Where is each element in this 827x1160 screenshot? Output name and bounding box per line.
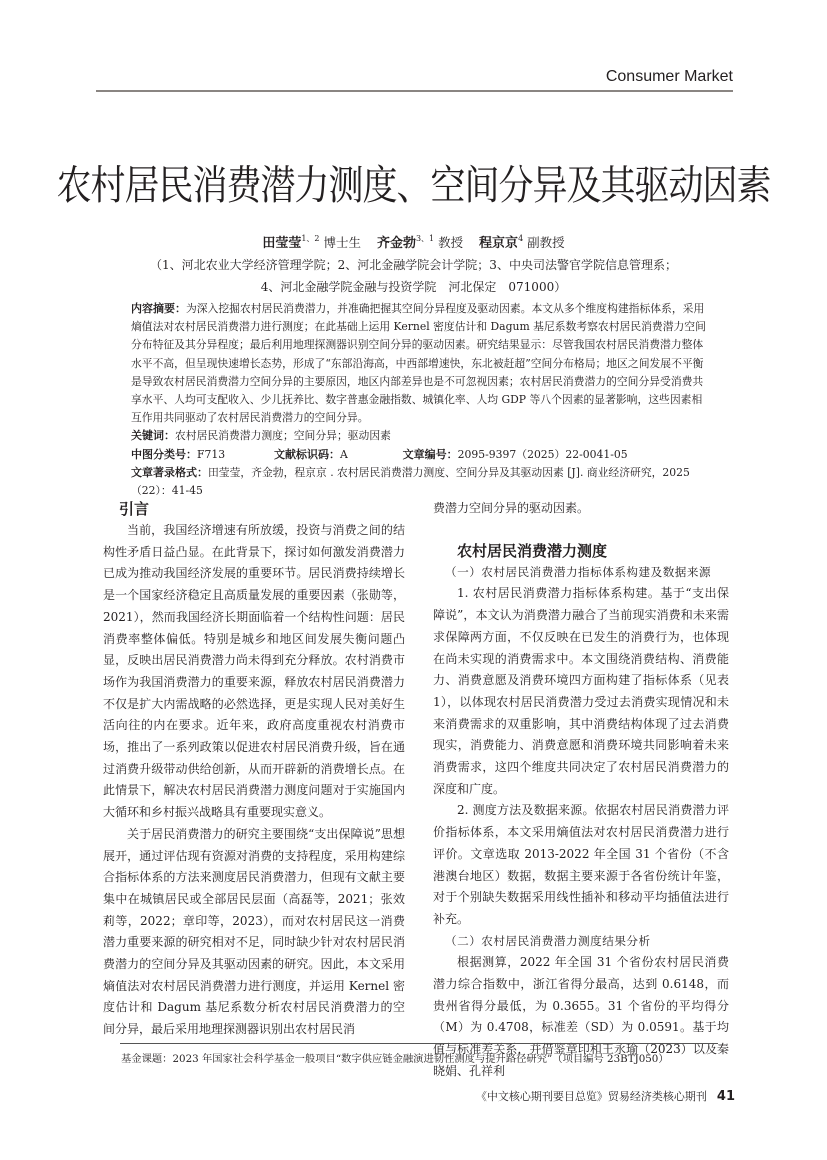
author-affiliation-mark: 1、2 — [301, 234, 320, 243]
section-heading-measurement: 农村居民消费潜力测度 — [457, 541, 608, 560]
author-role: 副教授 — [527, 235, 565, 250]
author-line — [0, 232, 827, 251]
author-role: 博士生 — [323, 235, 362, 250]
doc-code-label: 文献标识码： — [273, 447, 340, 461]
body-paragraph-continuation: 费潜力空间分异的驱动因素。 — [433, 501, 590, 515]
article-number-label: 文章编号： — [402, 447, 458, 461]
citation-label: 文章著录格式： — [131, 465, 208, 479]
body-paragraph: 2. 测度方法及数据来源。依据农村居民消费潜力评价指标体系，本文采用熵值法对农村居民消费潜力进行评价。文章选取 2013-2022 年全国 31 个省份（不含港澳台地区）数据，数据主要来源于各省份统计年鉴，对于个别缺失数据采用线性插补和移动平均插值法进行补充。 — [433, 803, 729, 926]
clc-label: 中图分类号： — [131, 447, 197, 461]
article-title: 农村居民消费潜力测度、空间分异及其驱动因素 — [56, 163, 771, 210]
running-head: Consumer Market — [605, 68, 733, 85]
page-number: 41 — [716, 1089, 735, 1104]
author-name: 齐金勃 — [376, 236, 416, 251]
keywords — [131, 427, 706, 445]
keywords-label: 关键词： — [131, 429, 175, 443]
body-paragraph: 关于居民消费潜力的研究主要围绕“支出保障说”思想展开，通过评估现有资源对消费的支持程度，采用构建综合指标体系的方法来测度居民消费潜力，但现有文献主要集中在城镇居民或全部居民层面（高磊等，2021；张效莉等，2022；章印等，2023），而对农村居民这一消费潜力重要来源的研究相对不足，同时缺少针对农村居民消费潜力的空间分异及其驱动因素的研究。因此，本文采用熵值法对农村居民消费潜力进行测度，并运用 Kernel 密度估计和 Dagum 基尼系数分析农村居民消费潜力的空间分异，最后采用地理探测器识别出农村居民消 — [103, 826, 405, 1037]
article-number-value: 2095-9397（2025）22-0041-05 — [457, 447, 628, 461]
left-column — [103, 498, 405, 1041]
journal-note: 《中文核心期刊要目总览》贸易经济类核心期刊 — [475, 1090, 707, 1103]
clc-value: F713 — [197, 447, 226, 461]
author-name: 田莹莹 — [262, 236, 302, 251]
right-column — [433, 498, 729, 1083]
citation-format — [131, 464, 706, 500]
footnote-rule — [120, 1043, 718, 1044]
author-affiliation-mark: 4 — [518, 234, 524, 243]
abstract — [131, 300, 706, 427]
section-heading-introduction: 引言 — [119, 500, 150, 518]
page-footer — [476, 1088, 735, 1104]
doc-code-value: A — [339, 447, 348, 461]
body-paragraph: 根据测算，2022 年全国 31 个省份农村居民消费潜力综合指数中，浙江省得分最高，达到 0.6148，而贵州省得分最低，为 0.3655。31 个省份的平均得分（M）为 0.4708，标准差（SD）为 0.0591。基于均值与标准差关系，并借鉴章印和王永瑜（2023）以及秦晓娟、孔祥利 — [433, 955, 729, 1078]
subsection-heading: （一）农村居民消费潜力指标体系构建及数据来源 — [445, 564, 712, 579]
body-paragraph: 1. 农村居民消费潜力指标体系构建。基于“支出保障说”，本文认为消费潜力融合了当前现实消费和未来需求保障两方面，不仅反映在已发生的消费行为，也体现在尚未实现的消费需求中。本文围绕消费结构、消费能力、消费意愿及消费环境四方面构建了指标体系（见表 1），以体现农村居民消费潜力受过去消费实现情况和未来消费需求的双重影响，其中消费结构体现了过去消费现实，消费能力、消费意愿和消费环境共同影响着未来消费需求，这四个维度共同决定了农村居民消费潜力的深度和广度。 — [433, 586, 729, 796]
affiliation-line-2: 4、河北金融学院金融与投资学院 河北保定 071000） — [260, 280, 567, 294]
funding-footnote: 基金课题：2023 年国家社会科学基金一般项目“数字供应链金融演进韧性测度与提升路径研究”（项目编号 23BTJ050） — [121, 1053, 669, 1065]
author-affiliation-mark: 3、1 — [415, 234, 435, 243]
subsection-heading: （二）农村居民消费潜力测度结果分析 — [445, 933, 651, 948]
article-metadata — [131, 300, 706, 500]
author-role: 教授 — [438, 235, 464, 250]
header-rule — [96, 90, 733, 92]
keywords-text: 农村居民消费潜力测度；空间分异；驱动因素 — [175, 429, 391, 443]
abstract-text: 为深入挖掘农村居民消费潜力，并准确把握其空间分异程度及驱动因素。本文从多个维度构建指标体系，采用熵值法对农村居民消费潜力进行测度；在此基础上运用 Kernel 密度估计和 Dagum 基尼系数考察农村居民消费潜力空间分布特征及其分异程度；最后利用地理探测器识别空间分异的驱动因素。研究结果显示：尽管我国农村居民消费潜力整体水平不高，但呈现快速增长态势，形成了“东部沿海高，中西部增速快，东北被赶超”空间分布格局；地区之间发展不平衡是导致农村居民消费潜力空间分异的主要原因，地区内部差异也是不可忽视因素；农村居民消费潜力的空间分异受消费共享水平、人均可支配收入、少儿抚养比、数字普惠金融指数、城镇化率、人均 GDP 等八个因素的显著影响，这些因素相互作用共同驱动了农村居民消费潜力的空间分异。 — [131, 302, 706, 425]
classification-line — [131, 446, 706, 464]
affiliation-line-1: （1、河北农业大学经济管理学院；2、河北金融学院会计学院；3、中央司法警官学院信息管理系； — [150, 258, 677, 272]
citation-text: 田莹莹，齐金勃，程京京 . 农村居民消费潜力测度、空间分异及其驱动因素 [J]. 商业经济研究，2025（22）：41-45 — [131, 465, 690, 498]
abstract-label: 内容摘要： — [131, 302, 186, 315]
body-paragraph: 当前，我国经济增速有所放缓，投资与消费之间的结构性矛盾日益凸显。在此背景下，探讨如何激发消费潜力已成为推动我国经济发展的重要环节。居民消费持续增长是一个国家经济稳定且高质量发展的重要因素（张勋等，2021），然而我国经济长期面临着一个结构性问题：居民消费率整体偏低。特别是城乡和地区间发展失衡问题凸显，反映出居民消费潜力尚未得到充分释放。农村消费市场作为我国消费潜力的重要来源，释放农村居民消费潜力不仅是扩大内需战略的必然选择，更是实现人民对美好生活向往的内在要求。近年来，政府高度重视农村消费市场，推出了一系列政策以促进农村居民消费升级，旨在通过消费升级带动供给创新，从而开辟新的消费增长点。在此情景下，解决农村居民消费潜力测度问题对于实施国内大循环和乡村振兴战略具有重要现实意义。 — [103, 523, 405, 820]
author-name: 程京京 — [479, 236, 519, 251]
